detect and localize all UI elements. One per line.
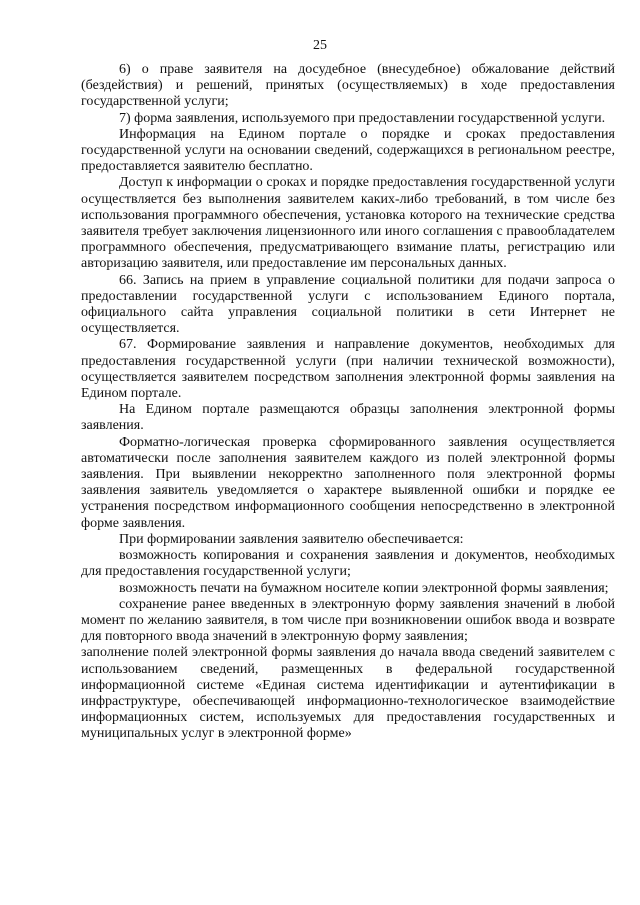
paragraph-access-without-requirements: Доступ к информации о сроках и порядке предоставления государственной услуги осуществляется без выполнения заявителем каких-либо требований, в том числе без использования программного обеспечения, установка которого на технические средства заявителя требует заключения лицензионного или иного соглашения с правообладателем программного обеспечения, предусматривающего взимание платы, регистрацию или авторизацию заявителя, или предоставление им персональных данных.	[81, 175, 615, 272]
paragraph-application-form: 7) форма заявления, используемого при предоставлении государственной услуги.	[119, 110, 606, 126]
paragraph-appeal-rights: 6) о праве заявителя на досудебное (внесудебное) обжалование действий (бездействия) и решений, принятых (осуществляемых) в ходе предоставления государственной услуги;	[81, 62, 615, 110]
paragraph-portal-info-free: Информация на Едином портале о порядке и сроках предоставления государственной услуги на основании сведений, содержащихся в региональном реестре, предоставляется заявителю бесплатно.	[81, 126, 615, 175]
page-number: 25	[313, 38, 327, 53]
paragraph-66-appointment: 66. Запись на прием в управление социальной политики для подачи запроса о предоставлении государственной услуги с использованием Единого портала, официального сайта управления социальной политики в сети Интернет не осуществляется.	[81, 272, 615, 337]
paragraph-format-logic-check: Форматно-логическая проверка сформированного заявления осуществляется автоматически после заполнения заявителем каждого из полей электронной формы заявления. При выявлении некорректно заполненного поля электронной формы заявления заявитель уведомляется о характере выявленной ошибки и порядке ее устранения посредством информационного сообщения непосредственно в электронной форме заявления.	[81, 434, 615, 531]
paragraph-67-application-forming: 67. Формирование заявления и направление документов, необходимых для предоставления государственной услуги (при наличии технической возможности), осуществляется заявителем посредством заполнения электронной формы заявления на Едином портале.	[81, 337, 615, 402]
paragraph-copy-save: возможность копирования и сохранения заявления и документов, необходимых для предоставления государственной услуги;	[81, 548, 615, 580]
paragraph-form-samples: На Едином портале размещаются образцы заполнения электронной формы заявления.	[81, 402, 615, 434]
paragraph-prefill-esia: заполнение полей электронной формы заявления до начала ввода сведений заявителем с использованием сведений, размещенных в федеральной государственной информационной системе «Единая система идентификации и аутентификации в инфраструктуре, обеспечивающей информационно-технологическое взаимодействие информационных систем, используемых для предоставления государственных и муниципальных услуг в электронной форме»	[81, 645, 615, 742]
document-body	[81, 62, 615, 743]
paragraph-print-copy: возможность печати на бумажном носителе копии электронной формы заявления;	[119, 580, 609, 596]
paragraph-save-values: сохранение ранее введенных в электронную форму заявления значений в любой момент по желанию заявителя, в том числе при возникновении ошибок ввода и возврате для повторного ввода значений в электронную форму заявления;	[81, 596, 615, 645]
paragraph-provided-list-intro: При формировании заявления заявителю обеспечивается:	[119, 531, 464, 547]
